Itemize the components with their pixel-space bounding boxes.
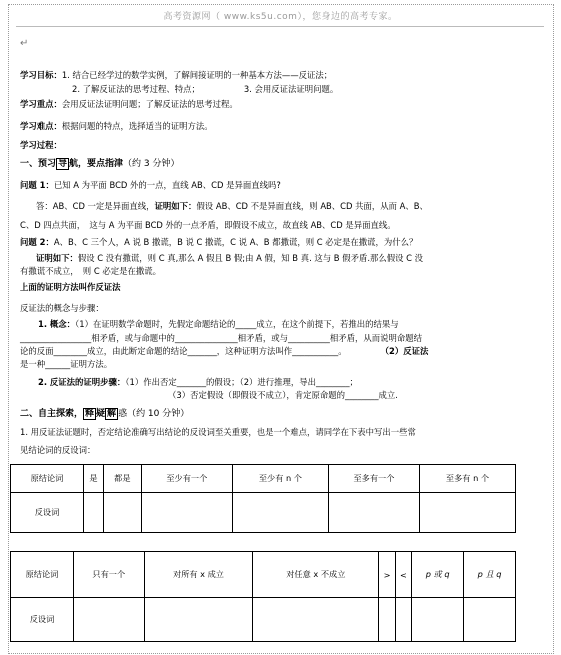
table1-header-cell: 是	[84, 465, 104, 493]
q1-line	[20, 180, 545, 191]
table1-answer-cell[interactable]	[420, 493, 516, 533]
table1-header-cell: 至多有 n 个	[420, 465, 516, 493]
table2-answer-cell[interactable]	[253, 598, 379, 642]
steps-line1	[38, 377, 561, 388]
table1-header-row	[11, 465, 516, 493]
table1-answer-cell[interactable]	[141, 493, 232, 533]
page-header: 高考资源网（ www.ks5u.com），您身边的高考专家。	[163, 12, 398, 22]
section2-post: 惑（约 10 分钟）	[118, 409, 190, 419]
concept-text1: （1）在证明数学命题时，先假定命题结论的_____成立，在这个前提下，若推出的结果与	[75, 319, 399, 329]
table2-header-row	[11, 552, 516, 598]
concept-line3	[20, 346, 545, 357]
section2-boxed2: 解	[107, 409, 117, 419]
table1-answer-row	[11, 493, 516, 533]
q2-proof-text: 假设 C 没有撒谎，则 C 真,那么 A 假且 B 假;由 A 假，知 B 真. 这与 B 假矛盾.那么假设 C 没	[77, 253, 424, 263]
concept-text3b: （2）反证法	[380, 346, 429, 356]
table2-header-cell: p 或 q	[412, 552, 464, 598]
concept-line4: 是一种______证明方法。	[20, 359, 113, 369]
table1-header-cell: 至多有一个	[328, 465, 419, 493]
section1-post: （约 3 分钟）	[123, 159, 180, 169]
difficulty-line	[20, 121, 545, 132]
table2-answer-row	[11, 598, 516, 642]
table2-answer-cell[interactable]	[412, 598, 464, 642]
goals-line2	[72, 84, 561, 95]
q2-proof-label: 证明如下：	[36, 253, 78, 263]
table2-header-cell: <	[395, 552, 411, 598]
q1-answer-line	[36, 201, 561, 212]
table1-answer-cell[interactable]	[84, 493, 104, 533]
table1-row-label-top: 原结论词	[11, 465, 84, 493]
table1-header-cell: 至少有一个	[141, 465, 232, 493]
table-conclusion-words-2	[10, 551, 516, 642]
task1-line1: 1. 用反证法证题时，否定结论准确写出结论的反设词至关重要，也是一个难点，请同学在下表中写出一些常	[20, 427, 416, 437]
section2-heading	[20, 409, 545, 420]
q1-answer-label: 证明如下：	[154, 201, 197, 211]
table1-header-cell: 至少有 n 个	[232, 465, 328, 493]
concept-line1	[38, 319, 561, 330]
q2-label: 问题 2：	[20, 237, 54, 247]
process-line	[20, 140, 545, 151]
goals-line1	[20, 70, 545, 81]
goals-text2: 2. 了解反证法的思考过程、特点；	[72, 84, 200, 94]
steps-text1: （1）作出否定_______的假设；（2）进行推理，导出________；	[125, 377, 358, 387]
table1-answer-cell[interactable]	[103, 493, 141, 533]
concept-title: 反证法的概念与步骤：	[20, 303, 104, 313]
table2-row-label-top: 原结论词	[11, 552, 74, 598]
summary-line: 上面的证明方法叫作反证法	[20, 282, 121, 292]
section1-mid: 航，要点指津	[69, 159, 124, 169]
q1-label: 问题 1：	[20, 180, 54, 190]
difficulty-label: 学习难点：	[20, 121, 62, 131]
table2-answer-cell[interactable]	[379, 598, 395, 642]
table2-header-cell: 对所有 x 成立	[144, 552, 253, 598]
concept-text3: 论的反面________成立，由此断定命题的结论_______，这种证明方法叫作___________。	[20, 346, 347, 356]
q2-proof-line	[36, 253, 561, 264]
section2-pre: 二、自主探索，	[20, 409, 84, 419]
q1-text: 已知 A 为平面 BCD 外的一点，直线 AB、CD 是异面直线吗?	[53, 180, 281, 190]
key-label: 学习重点：	[20, 99, 62, 109]
table2-answer-cell[interactable]	[144, 598, 253, 642]
table-conclusion-words-1	[10, 464, 516, 533]
steps-label: 2. 反证法的证明步骤：	[38, 377, 126, 387]
section1-boxed: 导	[58, 159, 68, 169]
q2-proof-line2: 有撒谎不成立， 则 C 必定是在撒谎。	[20, 266, 161, 276]
key-line	[20, 99, 545, 110]
key-text: 会用反证法证明问题；了解反证法的思考过程。	[61, 99, 238, 109]
table2-header-cell: 只有一个	[74, 552, 145, 598]
task1-line2: 见结论词的反设词：	[20, 445, 96, 455]
q2-line	[20, 237, 545, 248]
table1-answer-cell[interactable]	[232, 493, 328, 533]
process-label: 学习过程：	[20, 140, 62, 150]
section2-boxed1: 释	[85, 409, 95, 419]
table2-header-cell: p 且 q	[464, 552, 516, 598]
q1-answer-line2: C、D 四点共面， 这与 A 为平面 BCD 外的一点矛盾，即假设不成立，故直线 AB、CD 是异面直线。	[20, 220, 396, 230]
return-mark: ↵	[20, 38, 29, 49]
q1-answer-pre: 答：AB、CD 一定是异面直线，	[36, 201, 155, 211]
table2-header-cell: 对任意 x 不成立	[253, 552, 379, 598]
q2-text: A、B、C 三个人，A 说 B 撒谎，B 说 C 撒谎，C 说 A、B 都撒谎，则 C 必定是在撒谎，为什么？	[53, 237, 418, 247]
section1-pre: 一、预习	[20, 159, 57, 169]
header-rule	[16, 26, 544, 27]
table2-row-label-bottom: 反设词	[11, 598, 74, 642]
q1-answer-text: 假设 AB、CD 不是异面直线，则 AB、CD 共面，从而 A、B、	[196, 201, 428, 211]
section1-heading	[20, 159, 545, 170]
goals-text2b: 3. 会用反证法证明问题。	[243, 84, 339, 94]
concept-label: 1. 概念：	[38, 319, 76, 329]
table1-header-cell: 都是	[103, 465, 141, 493]
table2-answer-cell[interactable]	[395, 598, 411, 642]
table2-answer-cell[interactable]	[464, 598, 516, 642]
concept-line2: _________________相矛盾，或与命题中的_______________相矛盾，或与__________相矛盾，从而说明命题结	[20, 333, 422, 343]
table1-row-label-bottom: 反设词	[11, 493, 84, 533]
table2-header-cell: >	[379, 552, 395, 598]
section2-mid: 疑	[96, 409, 106, 419]
steps-line2: （3）否定假设（即假设不成立），肯定原命题的________成立.	[168, 390, 398, 400]
table1-answer-cell[interactable]	[328, 493, 419, 533]
goals-label: 学习目标：	[20, 70, 62, 80]
goals-text1: 1. 结合已经学过的数学实例，了解间接证明的一种基本方法——反证法；	[61, 70, 333, 80]
table2-answer-cell[interactable]	[74, 598, 145, 642]
difficulty-text: 根据问题的特点，选择适当的证明方法。	[61, 121, 213, 131]
